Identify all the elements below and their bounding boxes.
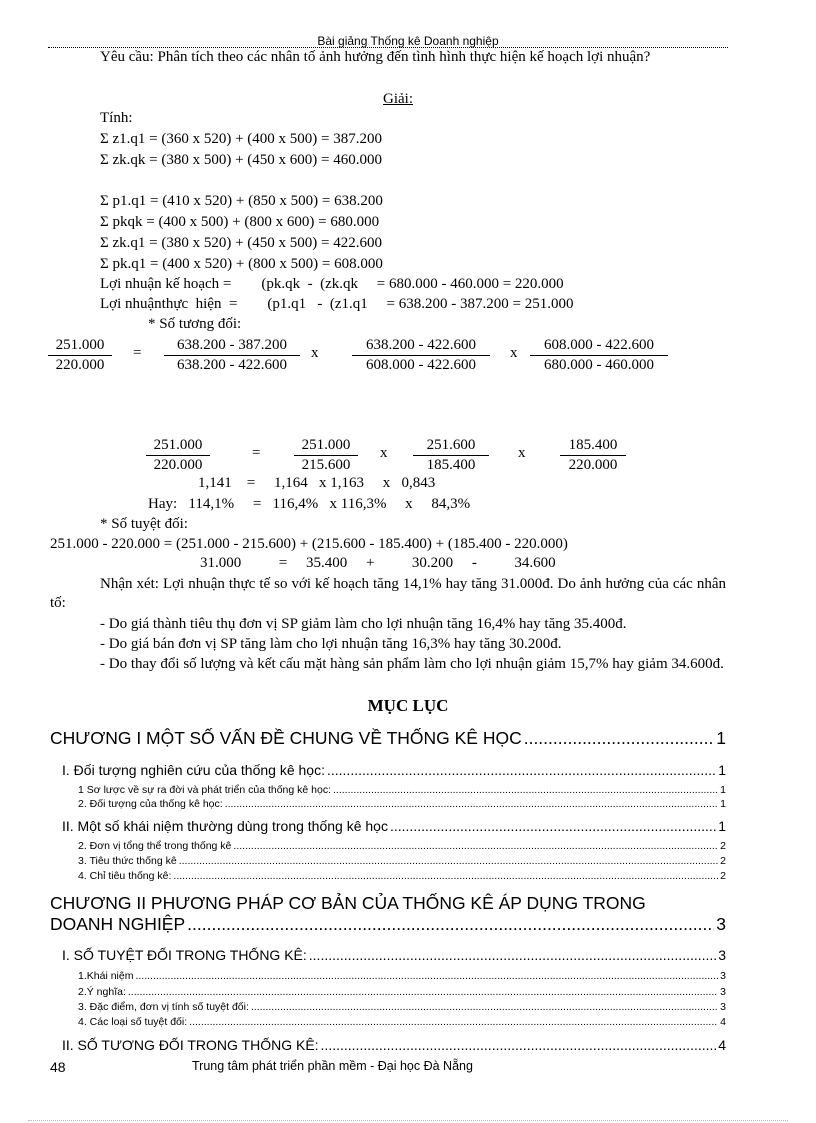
sum-line: Σ z1.q1 = (360 x 520) + (400 x 500) = 387.200 [100,131,382,147]
toc-page-number: 2 [720,855,726,867]
toc-entry-text: I. Đối tượng nghiên cứu của thống kê học: [62,762,325,778]
toc-leader [187,914,714,935]
fraction-numerator: 251.000 [146,436,210,456]
toc-entry-subsection[interactable] [78,986,726,998]
toc-leader [333,784,718,796]
multiply-sign: x [380,445,388,461]
toc-page-number: 1 [718,818,726,834]
toc-entry-text: 2.Ý nghĩa: [78,986,126,998]
absolute-values: 31.000 = 35.400 + 30.200 - 34.600 [200,555,556,571]
fraction [352,336,490,375]
toc-leader [179,855,718,867]
toc-leader [173,870,718,882]
calc-label: Tính: [100,110,133,126]
multiply-sign: x [510,345,518,361]
fraction [164,336,300,375]
toc-entry-section[interactable] [62,762,726,778]
toc-page-number: 3 [720,1001,726,1013]
fraction-denominator: 638.200 - 422.600 [177,357,287,373]
toc-entry-text: 4. Các loại số tuyệt đối: [78,1016,188,1028]
toc-leader [390,818,716,834]
bullet-item: - Do giá thành tiêu thụ đơn vị SP giảm làm cho lợi nhuận tăng 16,4% hay tăng 35.400đ. [100,616,627,632]
toc-entry-text: 1.Khái niệm [78,970,134,982]
toc-entry-subsection[interactable] [78,1016,726,1028]
toc-entry-subsection[interactable] [78,798,726,810]
fraction [413,436,489,475]
toc-entry-section[interactable] [62,947,726,963]
toc-leader [524,728,715,749]
toc-entry-text: 2. Đối tượng của thống kê học: [78,798,223,810]
toc-page-number: 3 [716,914,726,934]
fraction-numerator: 251.000 [48,336,112,356]
toc-page-number: 3 [720,970,726,982]
toc-leader [327,762,716,778]
sum-line: Σ p1.q1 = (410 x 520) + (850 x 500) = 638.200 [100,193,383,209]
toc-leader [309,947,716,963]
toc-chapter-2-line1[interactable]: CHƯƠNG II PHƯƠNG PHÁP CƠ BẢN CỦA THỐNG KÊ ÁP DỤNG TRONG [50,893,646,913]
footer-page-number: 48 [50,1059,66,1075]
toc-entry-subsection[interactable] [78,784,726,796]
toc-entry-text: 1 Sơ lược về sự ra đời và phát triển của thống kê học: [78,784,332,796]
toc-entry-text: DOANH NGHIỆP [50,914,186,934]
fraction [560,436,626,475]
toc-entry-text: CHƯƠNG I MỘT SỐ VẤN ĐỀ CHUNG VỀ THỐNG KÊ HỌC [50,728,522,748]
absolute-line: 251.000 - 220.000 = (251.000 - 215.600) + (215.600 - 185.400) + (185.400 - 220.000) [50,536,568,552]
toc-page-number: 1 [718,762,726,778]
fraction-numerator: 608.000 - 422.600 [530,336,668,356]
toc-page-number: 1 [716,728,726,748]
toc-entry-text: 3. Tiêu thức thống kê [78,855,177,867]
fraction-denominator: 680.000 - 460.000 [544,357,654,373]
toc-page-number: 4 [720,1016,726,1028]
toc-entry-chapter[interactable] [50,914,726,935]
toc-page-number: 2 [720,870,726,882]
toc-leader [225,798,718,810]
toc-entry-text: II. SỐ TƯƠNG ĐỐI TRONG THỐNG KÊ: [62,1037,319,1053]
equals-sign: = [252,445,261,461]
toc-page-number: 4 [718,1037,726,1053]
fraction-numerator: 638.200 - 387.200 [164,336,300,356]
equals-sign: = [133,345,142,361]
sum-line: Σ zk.qk = (380 x 500) + (450 x 600) = 460.000 [100,152,382,168]
fraction-numerator: 251.000 [294,436,358,456]
relative-label: * Số tương đối: [148,316,242,332]
fraction-denominator: 215.600 [301,457,351,473]
footer-text: Trung tâm phát triển phần mềm - Đại học Đà Nẵng [192,1059,473,1073]
toc-entry-text: II. Một số khái niệm thường dùng trong thống kê học [62,818,388,834]
toc-page-number: 1 [720,784,726,796]
fraction [48,336,112,375]
profit-actual-line: Lợi nhuậnthực hiện = (p1.q1 - (z1.q1 = 638.200 - 387.200 = 251.000 [100,296,574,312]
fraction-numerator: 638.200 - 422.600 [352,336,490,356]
fraction-numerator: 251.600 [413,436,489,456]
toc-page-number: 1 [720,798,726,810]
sum-line: Σ pk.q1 = (400 x 520) + (800 x 500) = 608.000 [100,256,383,272]
fraction [294,436,358,475]
toc-entry-chapter[interactable] [50,728,726,749]
fraction [146,436,210,475]
toc-leader [233,840,718,852]
toc-page-number: 3 [720,986,726,998]
toc-leader [128,986,718,998]
toc-entry-subsection[interactable] [78,855,726,867]
toc-page-number: 3 [718,947,726,963]
toc-entry-text: 4. Chỉ tiêu thống kê: [78,870,172,882]
solution-title: Giải: [383,91,413,107]
toc-entry-text: I. SỐ TUYỆT ĐỐI TRONG THỐNG KÊ: [62,947,307,963]
fraction-denominator: 220.000 [55,357,105,373]
toc-entry-text: 2. Đơn vị tổng thể trong thống kê [78,840,232,852]
request-text: Yêu cầu: Phân tích theo các nhân tố ảnh hưởng đến tình hình thực hiện kế hoạch lợi nhuận? [100,49,651,65]
sum-line: Σ pkqk = (400 x 500) + (800 x 600) = 680.000 [100,214,380,230]
fraction-denominator: 220.000 [568,457,618,473]
profit-plan-line: Lợi nhuận kế hoạch = (pk.qk - (zk.qk = 680.000 - 460.000 = 220.000 [100,276,564,292]
toc-leader [251,1001,718,1013]
page-header: Bài giảng Thống kê Doanh nghiệp [317,34,499,48]
fraction-denominator: 185.400 [426,457,476,473]
absolute-label: * Số tuyệt đối: [100,516,188,532]
fraction-numerator: 185.400 [560,436,626,456]
page-bottom-rule [28,1120,788,1121]
fraction [530,336,668,375]
toc-title: MỤC LỤC [367,696,449,715]
sum-line: Σ zk.q1 = (380 x 520) + (450 x 500) = 422.600 [100,235,382,251]
fraction-denominator: 220.000 [153,457,203,473]
bullet-item: - Do thay đổi số lượng và kết cấu mặt hàng sản phẩm làm cho lợi nhuận giảm 15,7% hay giảm 34.600đ. [100,656,724,672]
remark-text: Nhận xét: Lợi nhuận thực tế so với kế hoạch tăng 14,1% hay tăng 31.000đ. Do ảnh hưởng của các nhân tố: [50,576,726,611]
bullet-item: - Do giá bán đơn vị SP tăng làm cho lợi nhuận tăng 16,3% hay tăng 30.200đ. [100,636,562,652]
toc-leader [189,1016,718,1028]
ratio-line: 1,141 = 1,164 x 1,163 x 0,843 [198,475,436,491]
multiply-sign: x [311,345,319,361]
toc-entry-subsection[interactable] [78,970,726,982]
toc-page-number: 2 [720,840,726,852]
toc-entry-subsection[interactable] [78,840,726,852]
toc-entry-text: 3. Đặc điểm, đơn vị tính số tuyệt đối: [78,1001,249,1013]
toc-entry-section[interactable] [62,818,726,834]
multiply-sign: x [518,445,526,461]
toc-leader [321,1037,717,1053]
toc-entry-subsection[interactable] [78,1001,726,1013]
toc-entry-subsection[interactable] [78,870,726,882]
toc-leader [135,970,718,982]
percent-line: Hay: 114,1% = 116,4% x 116,3% x 84,3% [148,496,471,512]
toc-entry-section[interactable] [62,1037,726,1053]
fraction-denominator: 608.000 - 422.600 [366,357,476,373]
